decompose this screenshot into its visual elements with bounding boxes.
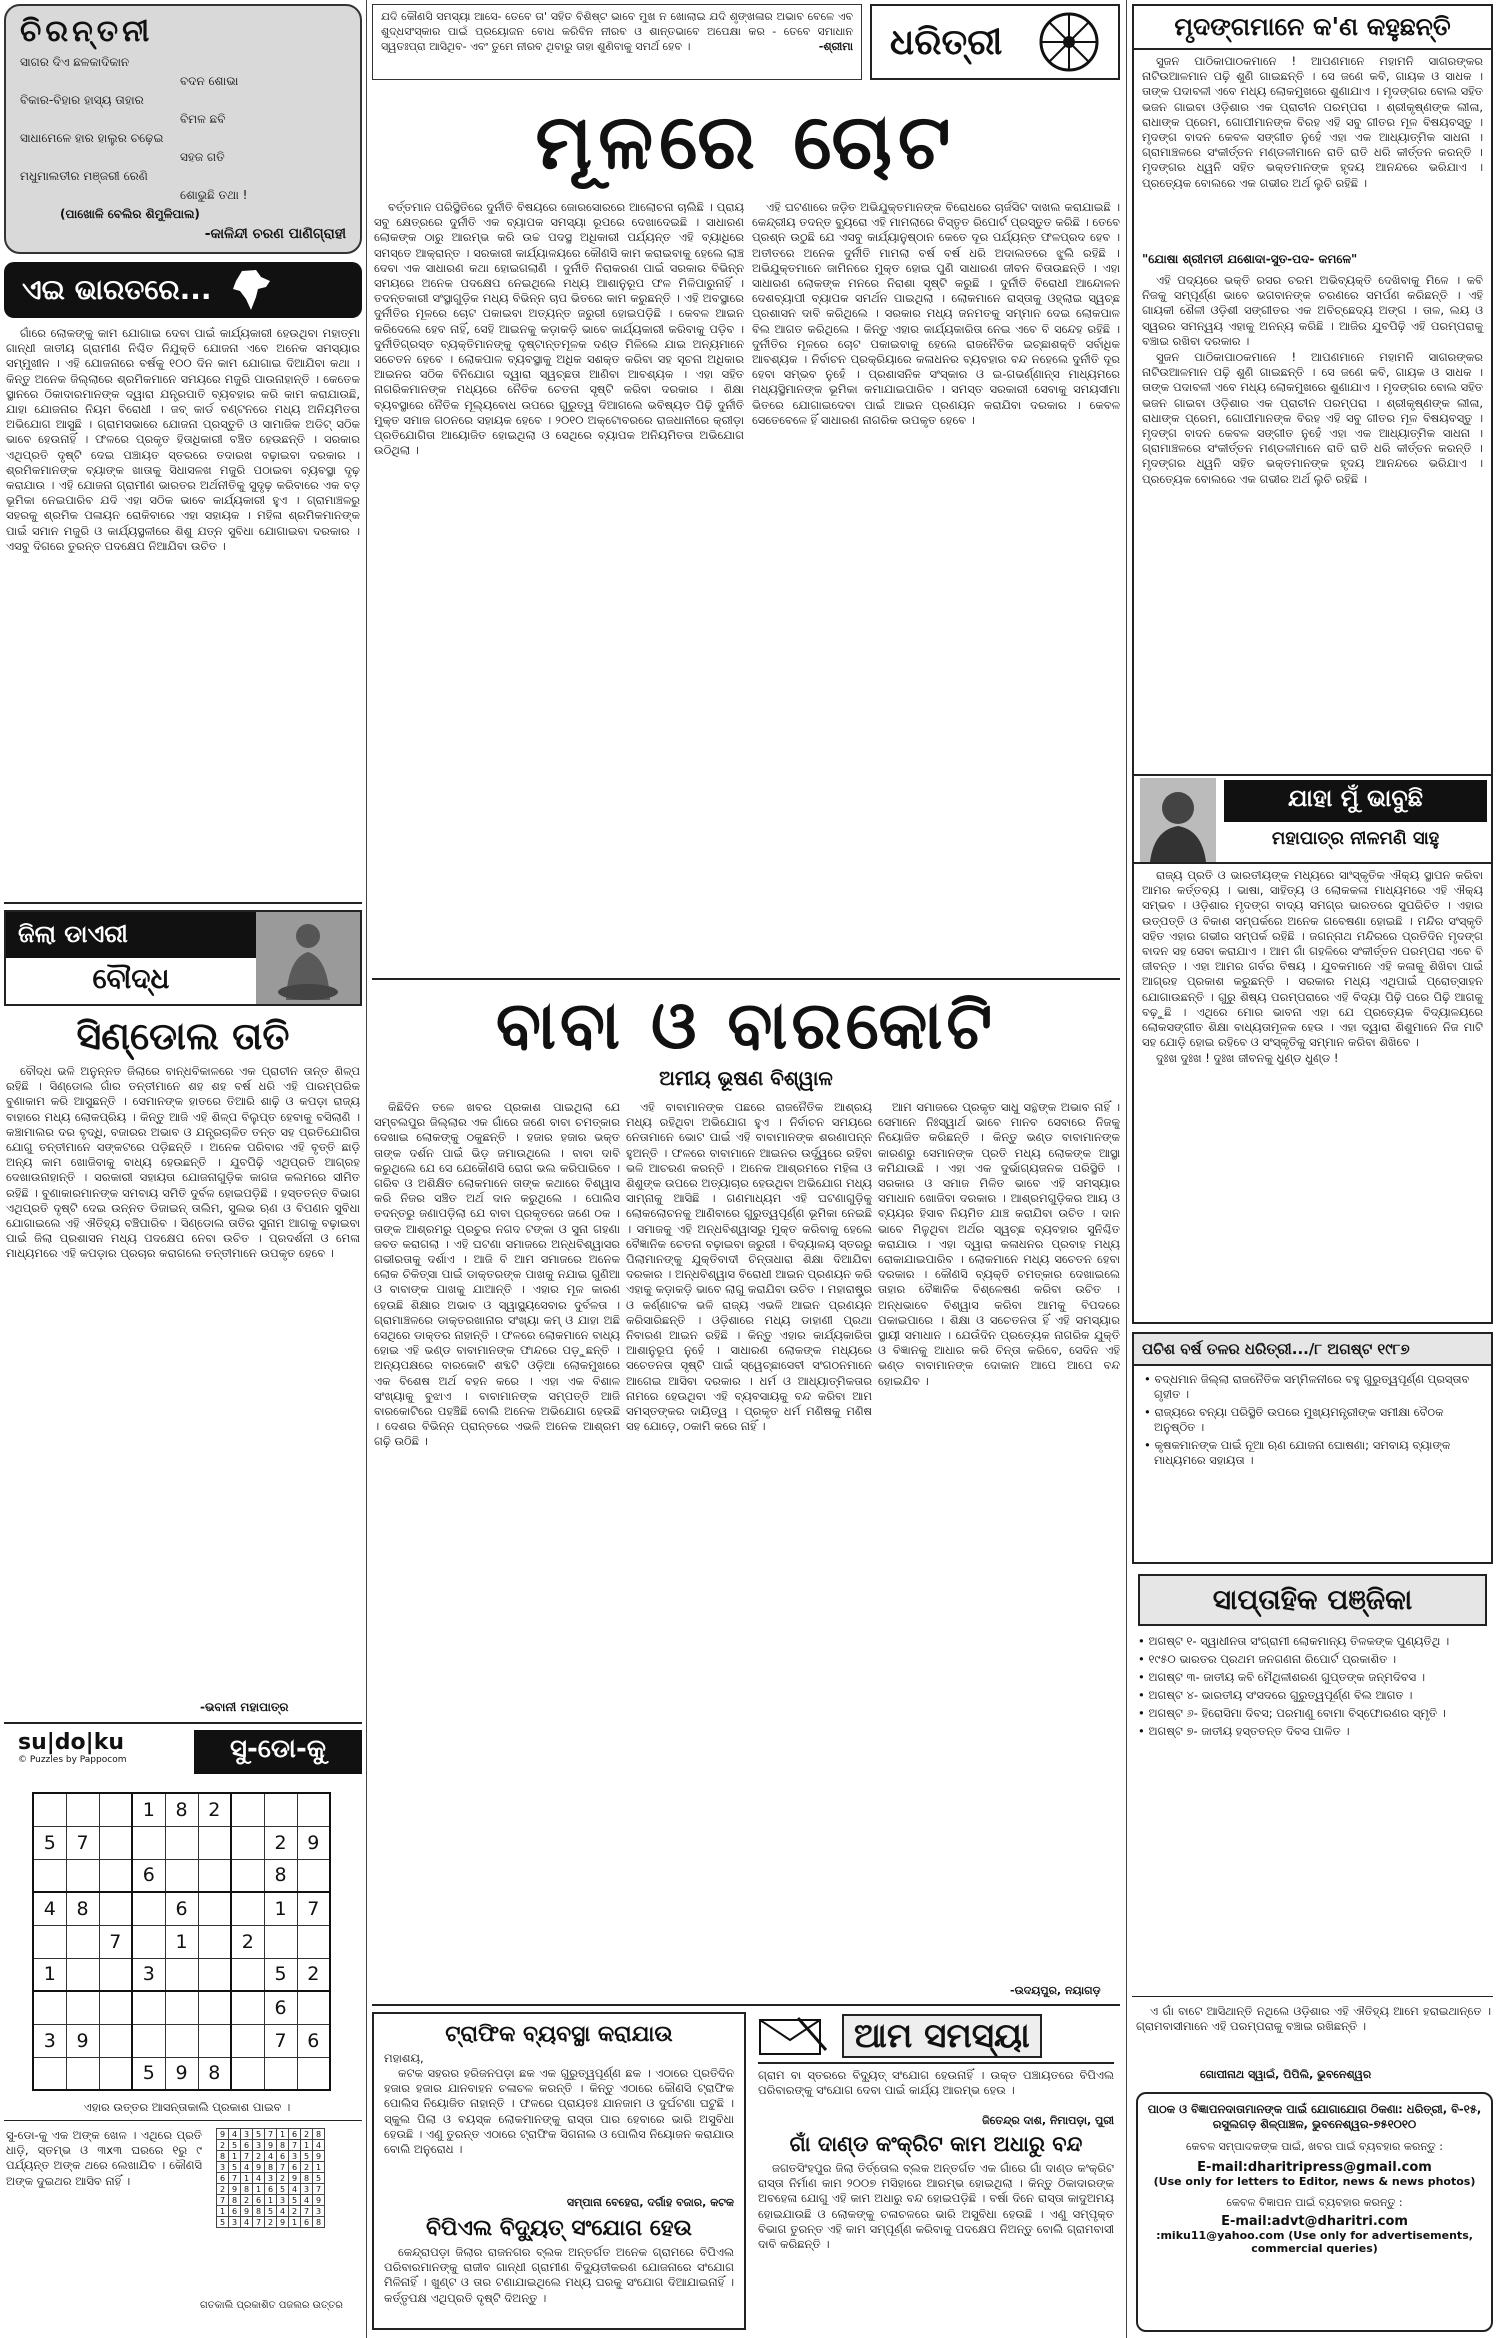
solution-cell: 8 <box>301 2173 313 2184</box>
list-item: • ଅଗଷ୍ଟ ୧- ସ୍ୱାଧୀନତା ସଂଗ୍ରାମୀ ଲୋକମାନ୍ୟ ତିଳକଙ୍କ ପୁଣ୍ୟତିଥି । <box>1138 1634 1450 1648</box>
traffic-letter-box: ଟ୍ରାଫିକ ବ୍ୟବସ୍ଥା କରାଯାଉ ମହାଶୟ, କଟକ ସହରର ହରିଜନପଡ଼ା ଛକ ଏକ ଗୁରୁତ୍ୱପୂର୍ଣ୍ଣ ଛକ । ଏଠାରେ ପ୍ରତିଦିନ ହଜାର ହଜାର ଯାନବାହନ ଚଳାଚଳ କରନ୍ତି । କିନ୍ତୁ ଏଠାରେ କୌଣସି ଟ୍ରାଫିକ ପୋଲିସ ନିୟୋଜିତ ନାହାନ୍ତି । ଫଳରେ ପ୍ରାୟତଃ ଯାନଜାମ ଓ ଦୁର୍ଘଟଣା ଘଟୁଛି । ସ୍କୁଲ ପିଲା ଓ ବୟସ୍କ ଲୋକମାନଙ୍କୁ ରାସ୍ତା ପାର ହେବାରେ ଭାରି ଅସୁବିଧା ହେଉଛି । ଏଣୁ ତୁରନ୍ତ ଏଠାରେ ଟ୍ରାଫିକ ସିଗନାଲ ଓ ପୋଲିସ ନିୟୋଜନ କରାଯାଉ ବୋଲି ଅନୁରୋଧ । ସମ୍ପାନା ବେହେରା, ଦର୍ଗାହ ବଜାର, କଟକ ବିପିଏଲ ବିଦ୍ୟୁତ୍ ସଂଯୋଗ ହେଉ କେନ୍ଦ୍ରାପଡ଼ା ଜିଲାର ରାଜନଗର ବ୍ଲକ ଅନ୍ତର୍ଗତ ଅନେକ ଗ୍ରାମରେ ବିପିଏଲ ପରିବାରମାନଙ୍କୁ ରାଜୀବ ଗାନ୍ଧୀ ଗ୍ରାମୀଣ ବିଦ୍ୟୁତୀକରଣ ଯୋଜନାରେ ସଂଯୋଗ ମିଳିନାହିଁ । ଖୁଣ୍ଟ ଓ ତାର ଟଣାଯାଇଥିଲେ ମଧ୍ୟ ଘରକୁ ସଂଯୋଗ ଦିଆଯାଇନାହିଁ । କର୍ତ୍ତୃପକ୍ଷ ଏଥିପ୍ରତି ଦୃଷ୍ଟି ଦିଅନ୍ତୁ । <box>372 2012 746 2330</box>
mridanga-title: ମୃଦଙ୍ଗମାନେ କ'ଣ କହୁଛନ୍ତି <box>1134 6 1491 50</box>
solution-cell: 9 <box>313 2195 325 2206</box>
sudoku-cell[interactable] <box>264 2057 297 2090</box>
saptahik-panjika-list <box>1136 1634 1491 1742</box>
ama-samasya-intro-sender: ଜିତେନ୍ଦ୍ର ଦାଶ, ନିମାପଡ଼ା, ପୁରୀ <box>982 2114 1114 2127</box>
sudoku-cell[interactable]: 5 <box>264 1958 297 1991</box>
sudoku-cell[interactable]: 7 <box>264 2024 297 2057</box>
sudoku-cell[interactable] <box>231 1793 264 1826</box>
traffic-title: ଟ୍ରାଫିକ ବ୍ୟବସ୍ଥା କରାଯାଉ <box>445 2022 673 2047</box>
sudoku-cell[interactable]: 7 <box>66 1826 99 1859</box>
solution-cell: 6 <box>265 2184 277 2195</box>
sudoku-cell[interactable]: 6 <box>297 2024 330 2057</box>
jaha-mu-bhabuchi-header <box>1134 774 1491 864</box>
sudoku-cell[interactable]: 5 <box>33 1826 66 1859</box>
sudoku-cell[interactable] <box>99 1859 132 1892</box>
chirantani-source: (ପାଖୋଳି ବେଲିର ଶିମୁଳିପାଲ) <box>60 207 200 221</box>
sudoku-cell[interactable] <box>66 1958 99 1991</box>
chirantani-author: -କାଳିନ୍ଦୀ ଚରଣ ପାଣିଗ୍ରାହୀ <box>204 226 346 242</box>
solution-cell: 5 <box>289 2195 301 2206</box>
sudoku-cell[interactable] <box>165 1859 198 1892</box>
solution-cell: 4 <box>229 2129 241 2140</box>
solution-cell: 8 <box>229 2195 241 2206</box>
sudoku-cell[interactable] <box>231 1826 264 1859</box>
jilla-diary-header <box>4 910 362 1006</box>
ama-samasya-body2: ଜଗତସିଂହପୁର ଜିଲା ତିର୍ତ୍ତୋଲ ବ୍ଲକ ଅନ୍ତର୍ଗତ ଏକ ଗାଁରେ ଗାଁ ଦାଣ୍ଡ କଂକ୍ରିଟ ରାସ୍ତା ନିର୍ମାଣ କାମ ୨୦୦୭ ମସିହାରେ ଆରମ୍ଭ ହୋଇଥିଲା । କିନ୍ତୁ ଠିକାଦାରଙ୍କ ଅବହେଳା ଯୋଗୁ ଏହି କାମ ଅଧାରୁ ବନ୍ଦ ହୋଇପଡ଼ିଛି । ବର୍ଷା ଦିନେ ରାସ୍ତା କାଦୁଅମୟ ହୋଇଯାଉଛି ଓ ଲୋକଙ୍କୁ ଚଳାଚଳରେ ଭାରି ଅସୁବିଧା ହେଉଛି । ଏଣୁ ସମ୍ପୃକ୍ତ ବିଭାଗ ତୁରନ୍ତ ଏହି କାମ ସମ୍ପୂର୍ଣ୍ଣ କରିବାକୁ ପଦକ୍ଷେପ ନିଅନ୍ତୁ ବୋଲି ଗ୍ରାମବାସୀ ଦାବି କରିଛନ୍ତି । <box>758 2161 1114 2252</box>
india-map-icon <box>228 267 274 313</box>
solution-cell: 3 <box>229 2217 241 2228</box>
pachis-barsha-box <box>1132 1332 1493 1564</box>
masthead-intro-box: ଯଦି କୌଣସି ସମସ୍ୟା ଆସେ- ତେବେ ତା' ସହିତ ବିଶିଷ୍ଟ ଭାବେ ମୁଖ ନ ଖୋଲାଇ ଯଦି ଶୃଙ୍ଖଳାର ଅଭାବ ବେଳେ ଏବ ଶୁଦ୍ଧସଂସ୍କାର ପାଇଁ ପ୍ରୟୋଜନ ବୋଧ କରିବିନ ନୀରବ ଓ ଶାନ୍ତଭାବେ ଅପେକ୍ଷା କର - ତେବେ ସମାଧାନ ସ୍ୱତଃପ୍ରା ଆସିଥିବ- ଏବଂ ତୁମେ ନୀରବ ଥିବାରୁ ତାହା ଶୁଣିବାକୁ ସମର୍ଥ ହେବ । -ଶ୍ରୀମା <box>372 4 862 80</box>
sudoku-cell[interactable]: 9 <box>66 2024 99 2057</box>
solution-cell: 8 <box>253 2206 265 2217</box>
solution-cell: 1 <box>229 2151 241 2162</box>
sudoku-cell[interactable] <box>99 2024 132 2057</box>
contact-email1-note: (Use only for letters to Editor, news & news photos) <box>1153 2175 1476 2188</box>
sudoku-brand: su|do|ku © Puzzles by Pappocom <box>18 1730 127 1765</box>
sudoku-cell[interactable] <box>198 1991 231 2024</box>
solution-cell: 4 <box>265 2151 277 2162</box>
bpl-body: କେନ୍ଦ୍ରାପଡ଼ା ଜିଲାର ରାଜନଗର ବ୍ଲକ ଅନ୍ତର୍ଗତ ଅନେକ ଗ୍ରାମରେ ବିପିଏଲ ପରିବାରମାନଙ୍କୁ ରାଜୀବ ଗାନ୍ଧୀ ଗ୍ରାମୀଣ ବିଦ୍ୟୁତୀକରଣ ଯୋଜନାରେ ସଂଯୋଗ ମିଳିନାହିଁ । ଖୁଣ୍ଟ ଓ ତାର ଟଣାଯାଇଥିଲେ ମଧ୍ୟ ଘରକୁ ସଂଯୋଗ ଦିଆଯାଇନାହିଁ । କର୍ତ୍ତୃପକ୍ଷ ଏଥିପ୍ରତି ଦୃଷ୍ଟି ଦିଅନ୍ତୁ । <box>384 2245 734 2305</box>
solution-cell: 2 <box>289 2206 301 2217</box>
chirantani-poem: ସାଗର ଦିଏ ଛଳକାଦିକାନ ବଦନ ଶୋଭା ବିକାର-ବିହାର ହାସ୍ୟ ତାହାର ବିମଳ ଛବି ସାଧାମେଳେ ହାର ହାଲୁର ଚଢ଼େଇ ସହଜ ଗତି ମଧୁମାଲତୀର ମଞ୍ଜରୀ ରେଣି ଶୋଭୁଛି ତଥା ! <box>20 55 248 202</box>
sudoku-grid[interactable] <box>32 1792 331 2091</box>
solution-cell: 3 <box>277 2195 289 2206</box>
sudoku-cell[interactable] <box>231 2024 264 2057</box>
solution-cell: 3 <box>265 2173 277 2184</box>
solution-cell: 9 <box>217 2129 229 2140</box>
sudoku-cell[interactable] <box>297 1991 330 2024</box>
sudoku-cell[interactable]: 2 <box>297 1958 330 1991</box>
sudoku-cell[interactable]: 2 <box>264 1826 297 1859</box>
sudoku-cell[interactable]: 3 <box>132 1958 165 1991</box>
solution-cell: 2 <box>301 2162 313 2173</box>
sudoku-cell[interactable]: 9 <box>165 2057 198 2090</box>
solution-cell: 7 <box>313 2184 325 2195</box>
sudoku-cell[interactable] <box>99 1892 132 1925</box>
sudoku-cell[interactable] <box>165 1826 198 1859</box>
sudoku-cell[interactable] <box>66 1859 99 1892</box>
solution-cell: 8 <box>241 2184 253 2195</box>
solution-cell: 7 <box>289 2140 301 2151</box>
solution-cell: 6 <box>241 2140 253 2151</box>
sudoku-cell[interactable] <box>66 1991 99 2024</box>
dharitri-logo: ଧରିତ୍ରୀ <box>870 4 1120 80</box>
mridanga-box <box>1132 4 1493 1324</box>
solution-cell: 9 <box>313 2151 325 2162</box>
sudoku-cell[interactable] <box>231 1859 264 1892</box>
ama-samasya-intro: ଗ୍ରାମ ବା ସ୍ତରରେ ବିଦ୍ୟୁତ୍ ସଂଯୋଗ ହେଉନାହିଁ । ଉକ୍ତ ପଞ୍ଚାୟତରେ ବିପିଏଲ ପରିବାରଙ୍କୁ ସଂଯୋଗ ଦେବା ପାଇଁ କାର୍ଯ୍ୟ ଆରମ୍ଭ ହେଉ । <box>758 2068 1114 2098</box>
solution-cell: 1 <box>313 2162 325 2173</box>
list-item: • ଅଗଷ୍ଟ ୩- ଜାତୀୟ କବି ମୈଥିଳୀଶରଣ ଗୁପ୍ତଙ୍କ ଜନ୍ମଦିବସ । <box>1138 1670 1425 1684</box>
solution-cell: 4 <box>313 2140 325 2151</box>
list-item: • କୃଷକମାନଙ୍କ ପାଇଁ ନୂଆ ଋଣ ଯୋଜନା ଘୋଷଣା; ସମବାୟ ବ୍ୟାଙ୍କ ମାଧ୍ୟମରେ ସହାୟତା । <box>1144 1438 1451 1467</box>
sudoku-cell[interactable] <box>198 1859 231 1892</box>
solution-cell: 4 <box>277 2206 289 2217</box>
bpl-title: ବିପିଏଲ ବିଦ୍ୟୁତ୍ ସଂଯୋଗ ହେଉ <box>426 2216 692 2241</box>
sudoku-cell[interactable]: 2 <box>198 1793 231 1826</box>
solution-cell: 5 <box>301 2151 313 2162</box>
chirantani-title: ଚିରନ୍ତନୀ <box>20 14 154 49</box>
contact-email2-label: କେବଳ ବିଜ୍ଞାପନ ପାଇଁ ବ୍ୟବହାର କରନ୍ତୁ : <box>1226 2196 1403 2209</box>
saptahik-panjika-banner: ସାପ୍ତାହିକ ପଞ୍ଜିକା <box>1138 1574 1487 1626</box>
sudoku-cell[interactable] <box>99 1826 132 1859</box>
solution-cell: 2 <box>277 2173 289 2184</box>
pachis-barsha-list <box>1134 1366 1491 1477</box>
solution-cell: 1 <box>217 2206 229 2217</box>
solution-cell: 6 <box>289 2162 301 2173</box>
baba-barakoti-byline: ଅମୀୟ ଭୂଷଣ ବିଶ୍ୱାଳ <box>659 1066 833 1090</box>
solution-cell: 3 <box>241 2129 253 2140</box>
contact-email1[interactable]: E-mail:dharitripress@gmail.com <box>1197 2160 1432 2175</box>
chakra-icon <box>1038 11 1100 73</box>
traffic-sender: ସମ୍ପାନା ବେହେରା, ଦର୍ଗାହ ବଜାର, କଟକ <box>566 2196 734 2209</box>
sudoku-cell[interactable] <box>264 1793 297 1826</box>
sindol-tati-author: -ଭବାନୀ ମହାପାତ୍ର <box>200 1700 289 1714</box>
sudoku-cell[interactable] <box>33 1991 66 2024</box>
solution-cell: 1 <box>289 2217 301 2228</box>
jilla-diary-title: ଜିଲା ଡାଏରୀ <box>6 912 256 958</box>
mridanga-quote: "ଯୋଷା ଶ୍ରୀମତୀ ଯଶୋଦା-ସୁତ-ପଦ- କମଳେ" <box>1142 252 1358 266</box>
solution-cell: 5 <box>313 2173 325 2184</box>
buddha-statue-photo <box>256 912 360 1004</box>
solution-cell: 2 <box>301 2129 313 2140</box>
sudoku-cell[interactable]: 1 <box>33 1958 66 1991</box>
author-portrait <box>1140 778 1216 862</box>
sudoku-cell[interactable]: 8 <box>264 1859 297 1892</box>
solution-cell: 8 <box>265 2162 277 2173</box>
sudoku-cell[interactable]: 1 <box>264 1892 297 1925</box>
ama-samasya-header: ଆମ ସମସ୍ୟା <box>758 2014 1114 2064</box>
contact-fax: କେବଳ ସମ୍ପାଦକଙ୍କ ପାଇଁ, ଖବର ପାଇଁ ବ୍ୟବହାର କରନ୍ତୁ : <box>1186 2140 1443 2153</box>
baba-barakoti-col1: କିଛିଦିନ ତଳେ ଖବର ପ୍ରକାଶ ପାଇଥିଲା ଯେ ସମ୍ବଲପୁର ଜିଲ୍ଲାର ଏକ ଗାଁରେ ଜଣେ ବାବା ଚମତ୍କାର ଦେଖାଇ ଲୋକଙ୍କୁ ଠକୁଛନ୍ତି । ହଜାର ହଜାର ଭକ୍ତ ତାଙ୍କ ଦର୍ଶନ ପାଇଁ ଭିଡ଼ ଜମାଉଥିଲେ । ବାବା ଦାବି କରୁଥିଲେ ଯେ ସେ ଯେକୌଣସି ରୋଗ ଭଲ କରିପାରିବେ । ଗରିବ ଓ ଅଶିକ୍ଷିତ ଲୋକମାନେ ତାଙ୍କ କଥାରେ ବିଶ୍ୱାସ କରି ନିଜର ସଞ୍ଚିତ ଅର୍ଥ ଦାନ କରୁଥିଲେ । ପୋଲିସ ତଦନ୍ତରୁ ଜଣାପଡ଼ିଲା ଯେ ବାବା ପ୍ରକୃତରେ ଜଣେ ଠକ । ତାଙ୍କ ଆଶ୍ରମରୁ ପ୍ରଚୁର ନଗଦ ଟଙ୍କା ଓ ସୁନା ଗହଣା ଜବତ କରାଗଲା । ଏହି ଘଟଣା ସମାଜରେ ଅନ୍ଧବିଶ୍ୱାସର ଗଭୀରତାକୁ ଦର୍ଶାଏ । ଆଜି ବି ଆମ ସମାଜରେ ଅନେକ ଲୋକ ଚିକିତ୍ସା ପାଇଁ ଡାକ୍ତରଙ୍କ ପାଖକୁ ନଯାଇ ଗୁଣିଆ ଓ ବାବାଙ୍କ ପାଖକୁ ଯାଆନ୍ତି । ଏହାର ମୂଳ କାରଣ ହେଉଛି ଶିକ୍ଷାର ଅଭାବ ଓ ସ୍ୱାସ୍ଥ୍ୟସେବାର ଦୁର୍ବଳତା । ଗ୍ରାମାଞ୍ଚଳରେ ଡାକ୍ତରଖାନାର ସଂଖ୍ୟା କମ୍ ଓ ଯାହା ଅଛି ସେଥିରେ ଡାକ୍ତର ନାହାନ୍ତି । ଫଳରେ ଲୋକମାନେ ବାଧ୍ୟ ହୋଇ ଏହି ଭଣ୍ଡ ବାବାମାନଙ୍କ ଫାନ୍ଦରେ ପଡ଼ୁଛନ୍ତି । ଅନ୍ୟପକ୍ଷରେ ବାରକୋଟି ଶବ୍ଦଟି ଓଡ଼ିଆ ଲୋକମୁଖରେ ଏକ ବିଶେଷ ଅର୍ଥ ବହନ କରେ । ଏହା ଏକ ବିଶାଳ ସଂଖ୍ୟାକୁ ବୁଝାଏ । ବାବାମାନଙ୍କ ସମ୍ପତ୍ତି ଆଜି ବାରକୋଟିରେ ପହଞ୍ଚିଛି ବୋଲି ଅନେକ ଅଭିଯୋଗ ହେଉଛି । ଦେଶର ବିଭିନ୍ନ ପ୍ରାନ୍ତରେ ଏଭଳି ଅନେକ ଆଶ୍ରମ ଗଢ଼ି ଉଠିଛି । <box>374 1100 620 1449</box>
sudoku-prev-label: ଗତକାଲି ପ୍ରକାଶିତ ପଜଲର ଉତ୍ତର <box>200 2300 343 2311</box>
solution-cell: 1 <box>301 2140 313 2151</box>
sudoku-cell[interactable] <box>99 1793 132 1826</box>
sudoku-cell[interactable] <box>198 1958 231 1991</box>
sudoku-cell[interactable] <box>99 2057 132 2090</box>
mulare-chot-col2: ଏହି ଘଟଣାରେ ଜଡ଼ିତ ଅଭିଯୁକ୍ତମାନଙ୍କ ବିରୋଧରେ ଚାର୍ଜସିଟ ଦାଖଲ କରାଯାଇଛି । କେନ୍ଦ୍ରୀୟ ତଦନ୍ତ ବ୍ୟୁରୋ ଏହି ମାମଲାରେ ବିସ୍ତୃତ ରିପୋର୍ଟ ପ୍ରସ୍ତୁତ କରିଛି । ତେବେ ପ୍ରଶ୍ନ ଉଠୁଛି ଯେ ଏସବୁ କାର୍ଯ୍ୟାନୁଷ୍ଠାନ କେତେ ଦୂର ପର୍ଯ୍ୟନ୍ତ ଫଳପ୍ରଦ ହେବ । ଅତୀତରେ ଅନେକ ଦୁର୍ନୀତି ମାମଲା ବର୍ଷ ବର୍ଷ ଧରି ଅଦାଲତରେ ଝୁଲି ରହିଛି । ଅଭିଯୁକ୍ତମାନେ ଜାମିନରେ ମୁକ୍ତ ହୋଇ ପୁଣି ସାଧାରଣ ଜୀବନ ବିତାଉଛନ୍ତି । ଏହା ସାଧାରଣ ଲୋକଙ୍କ ମନରେ ନିରାଶା ସୃଷ୍ଟି କରୁଛି । ଦୁର୍ନୀତି ବିରୋଧୀ ଆନ୍ଦୋଳନ ଦେଶବ୍ୟାପୀ ବ୍ୟାପକ ସମର୍ଥନ ପାଇଥିଲା । ଲୋକମାନେ ରାସ୍ତାକୁ ଓହ୍ଲାଇ ସ୍ୱଚ୍ଛ ପ୍ରଶାସନ ଦାବି କରିଥିଲେ । ସରକାର ମଧ୍ୟ ଜନମତକୁ ସମ୍ମାନ ଦେଇ ଲୋକପାଳ ବିଲ ଆଗତ କରିଥିଲେ । କିନ୍ତୁ ଏହାର କାର୍ଯ୍ୟକାରିତା ନେଇ ଏବେ ବି ସନ୍ଦେହ ରହିଛି । ଦୁର୍ନୀତିର ମୂଳରେ ଚୋଟ ପକାଇବାକୁ ହେଲେ ରାଜନୈତିକ ଇଚ୍ଛାଶକ୍ତି ସର୍ବାଧିକ ଆବଶ୍ୟକ । ନିର୍ବାଚନ ପ୍ରକ୍ରିୟାରେ କଳାଧନର ବ୍ୟବହାର ବନ୍ଦ ନହେଲେ ଦୁର୍ନୀତି ଦୂର ହେବା ସମ୍ଭବ ନୁହେଁ । ପ୍ରଶାସନିକ ସଂସ୍କାର ଓ ଇ-ଗଭର୍ଣ୍ଣାନ୍ସ ମାଧ୍ୟମରେ ମଧ୍ୟସ୍ଥିମାନଙ୍କ ଭୂମିକା କମାଯାଇପାରିବ । ସମସ୍ତ ସରକାରୀ ସେବାକୁ ସମୟସୀମା ଭିତରେ ଯୋଗାଇଦେବା ପାଇଁ ଆଇନ ପ୍ରଣୟନ କରାଯିବା ଦରକାର । କେବଳ ସେତେବେଳେ ହିଁ ସାଧାରଣ ନାଗରିକ ଉପକୃତ ହେବେ । <box>752 200 1120 427</box>
sudoku-cell[interactable] <box>132 1892 165 1925</box>
solution-cell: 5 <box>253 2129 265 2140</box>
baba-barakoti-col2: ଏହି ବାବାମାନଙ୍କ ପଛରେ ରାଜନୈତିକ ଆଶ୍ରୟ ମଧ୍ୟ ରହିଥିବା ଅଭିଯୋଗ ହୁଏ । ନିର୍ବାଚନ ସମୟରେ ନେତାମାନେ ଭୋଟ ପାଇଁ ଏହି ବାବାମାନଙ୍କ ଶରଣାପନ୍ନ ହୁଅନ୍ତି । ଫଳରେ ବାବାମାନେ ଆଇନର ଉର୍ଦ୍ଧ୍ୱରେ ରହିବା ଭଳି ଆଚରଣ କରନ୍ତି । ଅନେକ ଆଶ୍ରମରେ ମହିଳା ଓ ଶିଶୁଙ୍କ ଉପରେ ଅତ୍ୟାଚାର ହେଉଥିବା ଅଭିଯୋଗ ମଧ୍ୟ ସାମ୍ନାକୁ ଆସିଛି । ଗଣମାଧ୍ୟମ ଏହି ଘଟଣାଗୁଡ଼ିକୁ ଲୋକଲୋଚନକୁ ଆଣିବାରେ ଗୁରୁତ୍ୱପୂର୍ଣ୍ଣ ଭୂମିକା ନେଇଛି । ସମାଜକୁ ଏହି ଅନ୍ଧବିଶ୍ୱାସରୁ ମୁକ୍ତ କରିବାକୁ ହେଲେ ବୈଜ୍ଞାନିକ ଚେତନା ବଢ଼ାଇବା ଜରୁରୀ । ବିଦ୍ୟାଳୟ ସ୍ତରରୁ ପିଲାମାନଙ୍କୁ ଯୁକ୍ତିବାଦୀ ଚିନ୍ତାଧାରା ଶିକ୍ଷା ଦିଆଯିବା ଦରକାର । ଅନ୍ଧବିଶ୍ୱାସ ବିରୋଧୀ ଆଇନ ପ୍ରଣୟନ କରି ଏହାକୁ କଡ଼ାକଡ଼ି ଭାବେ ଲାଗୁ କରାଯିବା ଉଚିତ । ମହାରାଷ୍ଟ୍ର ଓ କର୍ଣ୍ଣାଟକ ଭଳି ରାଜ୍ୟ ଏଭଳି ଆଇନ ପ୍ରଣୟନ କରିସାରିଛନ୍ତି । ଓଡ଼ିଶାରେ ମଧ୍ୟ ଡାହାଣୀ ପ୍ରଥା ନିବାରଣ ଆଇନ ରହିଛି । କିନ୍ତୁ ଏହାର କାର୍ଯ୍ୟକାରିତା ଆଶାନୁରୂପ ନୁହେଁ । ସାଧାରଣ ଲୋକଙ୍କ ମଧ୍ୟରେ ସଚେତନତା ସୃଷ୍ଟି ପାଇଁ ସ୍ୱେଚ୍ଛାସେବୀ ସଂଗଠନମାନେ ଆଗେଇ ଆସିବା ଦରକାର । ଧର୍ମ ଓ ଆଧ୍ୟାତ୍ମିକତାର ନାମରେ ହେଉଥିବା ଏହି ବ୍ୟବସାୟକୁ ବନ୍ଦ କରିବା ଆମ ସମସ୍ତଙ୍କର ଦାୟିତ୍ୱ । ପ୍ରକୃତ ଧର୍ମ ମଣିଷକୁ ମଣିଷ ସହ ଯୋଡ଼େ, ଠକାମି କରେ ନାହିଁ । <box>626 1100 872 1434</box>
sudoku-cell[interactable]: 3 <box>33 2024 66 2057</box>
sudoku-cell[interactable] <box>231 2057 264 2090</box>
sudoku-cell[interactable]: 4 <box>33 1892 66 1925</box>
sudoku-answer-note: ଏହାର ଉତ୍ତର ଆସନ୍ତାକାଲି ପ୍ରକାଶ ପାଇବ । <box>83 2100 291 2114</box>
solution-cell: 2 <box>217 2140 229 2151</box>
jaha-mu-bhabuchi-body: ରାଜ୍ୟ ପ୍ରତି ଓ ଭାରତୀୟଙ୍କ ମଧ୍ୟରେ ସାଂସ୍କୃତିକ ଐକ୍ୟ ସ୍ଥାପନ କରିବା ଆମର କର୍ତ୍ତବ୍ୟ । ଭାଷା, ସାହିତ୍ୟ ଓ ଲୋକକଳା ମାଧ୍ୟମରେ ଏହି ଐକ୍ୟ ସମ୍ଭବ । ଓଡ଼ିଶାର ମୃଦଙ୍ଗ ବାଦ୍ୟ ସମଗ୍ର ଭାରତରେ ସୁପରିଚିତ । ଏହାର ଉତ୍ପତ୍ତି ଓ ବିକାଶ ସମ୍ପର୍କରେ ଅନେକ ଗବେଷଣା ହୋଇଛି । ମନ୍ଦିର ସଂସ୍କୃତି ସହିତ ଏହାର ଗଭୀର ସମ୍ପର୍କ ରହିଛି । ଜଗନ୍ନାଥ ମନ୍ଦିରରେ ପ୍ରତିଦିନ ମୃଦଙ୍ଗ ବାଦନ ସହ ସେବା କରାଯାଏ । ଆମ ଗାଁ ଗହଳିରେ ସଂକୀର୍ତ୍ତନ ପରମ୍ପରା ଏବେ ବି ଜୀବନ୍ତ । ଏହା ଆମର ଗର୍ବର ବିଷୟ । ଯୁବକମାନେ ଏହି କଳାକୁ ଶିଖିବା ପାଇଁ ଆଗ୍ରହ ପ୍ରକାଶ କରୁଛନ୍ତି । ସରକାର ମଧ୍ୟ ଏଥିପାଇଁ ପ୍ରୋତ୍ସାହନ ଯୋଗାଉଛନ୍ତି । ଗୁରୁ ଶିଷ୍ୟ ପରମ୍ପରାରେ ଏହି ବିଦ୍ୟା ପିଢ଼ି ପରେ ପିଢ଼ି ଆଗକୁ ବଢ଼ୁଛି । ଏଥିରେ ମୋର ଭାବନା ଏହା ଯେ ପ୍ରତ୍ୟେକ ବିଦ୍ୟାଳୟରେ ଲୋକସଙ୍ଗୀତ ଶିକ୍ଷା ବାଧ୍ୟତାମୂଳକ ହେଉ । ଏହା ଦ୍ୱାରା ଶିଶୁମାନେ ନିଜ ମାଟି ସହ ଯୋଡ଼ି ହୋଇ ରହିବେ ଓ ସଂସ୍କୃତିକୁ ସମ୍ମାନ କରିବା ଶିଖିବେ । ଦୁଃଖ ଦୁଃଖ ! ଦୁଃଖ ଜୀବନକୁ ଧୁଣ୍ଡ ଧୁଣ୍ଡ ! <box>1142 868 1483 1066</box>
pachis-barsha-title: ପଚିଶ ବର୍ଷ ତଳର ଧରିତ୍ରୀ.../୮ ଅଗଷ୍ଟ ୧୯୮୭ <box>1134 1334 1491 1366</box>
sudoku-cell[interactable] <box>66 1925 99 1958</box>
solution-cell: 4 <box>241 2217 253 2228</box>
ama-samasya-box <box>752 2012 1120 2330</box>
sudoku-cell[interactable] <box>165 2024 198 2057</box>
sudoku-cell[interactable] <box>198 1826 231 1859</box>
sudoku-cell[interactable] <box>165 1991 198 2024</box>
solution-cell: 9 <box>265 2140 277 2151</box>
list-item: • ଅଗଷ୍ଟ ୭- ଜାତୀୟ ହସ୍ତତନ୍ତ ଦିବସ ପାଳିତ । <box>1138 1724 1350 1738</box>
jilla-diary-district: ବୌଦ୍ଧ <box>92 962 170 995</box>
solution-cell: 1 <box>277 2129 289 2140</box>
sudoku-cell[interactable] <box>99 1958 132 1991</box>
solution-cell: 1 <box>241 2173 253 2184</box>
sudoku-cell[interactable] <box>297 2057 330 2090</box>
list-item: • ରାଜ୍ୟରେ ବନ୍ୟା ପରିସ୍ଥିତି ଉପରେ ମୁଖ୍ୟମନ୍ତ୍ରୀଙ୍କ ସମୀକ୍ଷା ବୈଠକ ଅନୁଷ୍ଠିତ । <box>1144 1405 1444 1434</box>
solution-cell: 1 <box>265 2195 277 2206</box>
baba-barakoti-author: -ଉଦୟପୁର, ନୟାଗଡ଼ <box>1010 1984 1101 1997</box>
solution-cell: 7 <box>277 2162 289 2173</box>
contact-address: ପାଠକ ଓ ବିଜ୍ଞାପନଦାତାମାନଙ୍କ ପାଇଁ ଯୋଗାଯୋଗ ଠିକଣା: ଧରିତ୍ରୀ, ବି-୧୫, ରସୁଲଗଡ଼ ଶିଳ୍ପାଞ୍ଚଳ, ଭୁବନେଶ୍ୱର-୭୫୧୦୧୦ <box>1147 2102 1482 2131</box>
solution-cell: 8 <box>313 2217 325 2228</box>
baba-barakoti-headline: ବାବା ଓ ବାରକୋଟି <box>495 987 997 1064</box>
solution-cell: 8 <box>313 2129 325 2140</box>
solution-cell: 6 <box>277 2151 289 2162</box>
sudoku-cell[interactable]: 7 <box>297 1892 330 1925</box>
solution-cell: 8 <box>277 2140 289 2151</box>
saptahik-tail-author: ଗୋପୀନାଥ ସ୍ୱାଇଁ, ପିପିଲି, ଭୁବନେଶ୍ୱର <box>1200 2068 1372 2081</box>
ei-bharatare-banner <box>4 262 362 318</box>
solution-cell: 9 <box>277 2217 289 2228</box>
solution-cell: 2 <box>217 2184 229 2195</box>
sindol-tati-body: ବୌଦ୍ଧ ଭଳି ଅନୁନ୍ନତ ଜିଲାରେ ବାନ୍ଧବିକାଳରେ ଏକ ପ୍ରାଚୀନ ତାନ୍ତ ଶିଳ୍ପ ରହିଛି । ସିଣ୍ଡୋଲ ଗାଁର ତନ୍ତୀମାନେ ଶହ ଶହ ବର୍ଷ ଧରି ଏହି ପାରମ୍ପରିକ ବୁଣାକାମ କରି ଆସୁଛନ୍ତି । ସେମାନଙ୍କ ହାତରେ ତିଆରି ଶାଢ଼ି ଓ କପଡ଼ା ରାଜ୍ୟ ବାହାରେ ମଧ୍ୟ ଲୋକପ୍ରିୟ । କିନ୍ତୁ ଆଜି ଏହି ଶିଳ୍ପ ବିଲୁପ୍ତ ହେବାକୁ ବସିଲାଣି । କଞ୍ଚାମାଲର ଦର ବୃଦ୍ଧି, ବଜାରର ଅଭାବ ଓ ଯନ୍ତ୍ରଚାଳିତ ତନ୍ତ ସହ ପ୍ରତିଯୋଗିତା ଯୋଗୁ ତନ୍ତୀମାନେ ସଙ୍କଟରେ ପଡ଼ିଛନ୍ତି । ଅନେକ ପରିବାର ଏହି ବୃତ୍ତି ଛାଡ଼ି ଅନ୍ୟ କାମ ଖୋଜିବାକୁ ବାଧ୍ୟ ହେଉଛନ୍ତି । ଯୁବପିଢ଼ି ଏଥିପ୍ରତି ଆଗ୍ରହ ଦେଖାଉନାହାନ୍ତି । ସରକାରୀ ସହାୟତା ଯୋଜନାଗୁଡ଼ିକ କାଗଜ କଲମରେ ସୀମିତ ରହିଛି । ବୁଣାକାରମାନଙ୍କ ସମବାୟ ସମିତି ଦୁର୍ବଳ ହୋଇପଡ଼ିଛି । ହସ୍ତତନ୍ତ ବିଭାଗ ଏଥିପ୍ରତି ଦୃଷ୍ଟି ଦେଇ ଉନ୍ନତ ଡିଜାଇନ୍ ତାଲିମ, ସୁଲଭ ଋଣ ଓ ବିପଣନ ସୁବିଧା ଯୋଗାଇଲେ ଏହି ଐତିହ୍ୟ ବଞ୍ଚିପାରିବ । ସିଣ୍ଡୋଲ ତାତିର ସୁନାମ ଆଗକୁ ବଢ଼ାଇବା ପାଇଁ ଜିଲା ପ୍ରଶାସନ ମଧ୍ୟ ପଦକ୍ଷେପ ନେବା ଉଚିତ । ପ୍ରଦର୍ଶନୀ ଓ ମେଳା ମାଧ୍ୟମରେ ଏହି କପଡ଼ାର ପ୍ରଚାର କରାଗଲେ ତନ୍ତୀମାନେ ଉପକୃତ ହେବେ । <box>6 1064 360 1261</box>
solution-cell: 7 <box>253 2217 265 2228</box>
sudoku-cell[interactable] <box>297 1925 330 1958</box>
mridanga-body: ସୁଜନ ପାଠିକାପାଠକମାନେ ! ଆପଣମାନେ ମହାମନି ସାଗରଙ୍କର ନାଟିଉଆଳମାନ ପଢ଼ି ଶୁଣି ଗାଇଛନ୍ତି । ସେ ଜଣେ କବି, ଗାୟକ ଓ ସାଧକ । ତାଙ୍କ ପଦାବଳୀ ଏବେ ମଧ୍ୟ ଲୋକମୁଖରେ ଶୁଣାଯାଏ । ମୃଦଙ୍ଗର ବୋଲ ସହିତ ଭଜନ ଗାଇବା ଓଡ଼ିଶାର ଏକ ପ୍ରାଚୀନ ପରମ୍ପରା । ଶ୍ରୀକୃଷ୍ଣଙ୍କ ଲୀଳା, ରାଧାଙ୍କ ପ୍ରେମ, ଗୋପୀମାନଙ୍କ ବିରହ ଏହି ସବୁ ଗୀତର ମୂଳ ବିଷୟବସ୍ତୁ । ମୃଦଙ୍ଗ ବାଦନ କେବଳ ସଙ୍ଗୀତ ନୁହେଁ ଏହା ଏକ ଆଧ୍ୟାତ୍ମିକ ସାଧନା । ଗ୍ରାମାଞ୍ଚଳରେ ସଂକୀର୍ତ୍ତନ ମଣ୍ଡଳୀମାନେ ରାତି ରାତି ଧରି କୀର୍ତ୍ତନ କରନ୍ତି । ମୃଦଙ୍ଗର ଧ୍ୱନି ସହିତ ଭକ୍ତମାନଙ୍କ ହୃଦୟ ଆନନ୍ଦରେ ଭରିଯାଏ । ପ୍ରତ୍ୟେକ ବୋଲରେ ଏକ ଗଭୀର ଅର୍ଥ ଲୁଚି ରହିଛି । <box>1142 54 1483 190</box>
sudoku-cell[interactable]: 7 <box>99 1925 132 1958</box>
sudoku-cell[interactable]: 8 <box>66 1892 99 1925</box>
sudoku-cell[interactable]: 5 <box>132 2057 165 2090</box>
sudoku-cell[interactable] <box>33 2057 66 2090</box>
sudoku-cell[interactable] <box>297 1793 330 1826</box>
solution-cell: 3 <box>301 2184 313 2195</box>
sudoku-cell[interactable]: 6 <box>132 1859 165 1892</box>
solution-cell: 7 <box>217 2195 229 2206</box>
jaha-mu-bhabuchi-title: ଯାହା ମୁଁ ଭାବୁଛି <box>1224 780 1487 822</box>
sudoku-prev-solution <box>216 2128 325 2228</box>
solution-cell: 5 <box>265 2206 277 2217</box>
solution-cell: 9 <box>241 2206 253 2217</box>
list-item: • ଅଗଷ୍ଟ ୪- ଭାରତୀୟ ସଂସଦରେ ଗୁରୁତ୍ୱପୂର୍ଣ୍ଣ ବିଲ ଆଗତ । <box>1138 1688 1413 1702</box>
ei-bharatare-body: ଗାଁରେ ଲୋକଙ୍କୁ କାମ ଯୋଗାଇ ଦେବା ପାଇଁ କାର୍ଯ୍ୟକାରୀ ହେଉଥିବା ମହାତ୍ମା ଗାନ୍ଧୀ ଜାତୀୟ ଗ୍ରାମୀଣ ନିଶ୍ଚିତ ନିଯୁକ୍ତି ଯୋଜନା ଏବେ ଅନେକ ସମସ୍ୟାର ସମ୍ମୁଖୀନ । ଏହି ଯୋଜନାରେ ବର୍ଷକୁ ୧୦୦ ଦିନ କାମ ଯୋଗାଇ ଦିଆଯିବା କଥା । କିନ୍ତୁ ଅନେକ ଜିଲ୍ଲାରେ ଶ୍ରମିକମାନେ ସମୟରେ ମଜୁରି ପାଉନାହାନ୍ତି । କେତେକ ସ୍ଥାନରେ ଠିକାଦାରମାନଙ୍କ ଦ୍ୱାରା ଯନ୍ତ୍ରପାତି ବ୍ୟବହାର କରି କାମ କରାଯାଉଛି, ଯାହା ଯୋଜନାର ନିୟମ ବିରୋଧୀ । ଜବ୍ କାର୍ଡ ବଣ୍ଟନରେ ମଧ୍ୟ ଅନିୟମିତତା ଅଭିଯୋଗ ଆସୁଛି । ଗ୍ରାମସଭାରେ ଯୋଜନା ପ୍ରସ୍ତୁତି ଓ ସାମାଜିକ ଅଡିଟ୍ ସଠିକ ଭାବେ ହେଉନାହିଁ । ଫଳରେ ପ୍ରକୃତ ହିତାଧିକାରୀ ବଞ୍ଚିତ ହେଉଛନ୍ତି । ସରକାର ଏଥିପ୍ରତି ଦୃଷ୍ଟି ଦେଇ ପଞ୍ଚାୟତ ସ୍ତରରେ ତଦାରଖ ବଢ଼ାଇବା ଦରକାର । ଶ୍ରମିକମାନଙ୍କ ବ୍ୟାଙ୍କ ଖାତାକୁ ସିଧାସଳଖ ମଜୁରି ପଠାଇବା ବ୍ୟବସ୍ଥା ଦୃଢ଼ କରାଯାଉ । ଏହି ଯୋଜନା ଗ୍ରାମୀଣ ଭାରତର ଅର୍ଥନୀତିକୁ ସୁଦୃଢ଼ କରିବାରେ ଏକ ବଡ଼ ଭୂମିକା ନେଇପାରିବ ଯଦି ଏହା ସଠିକ ଭାବେ କାର୍ଯ୍ୟକାରୀ ହୁଏ । ଗ୍ରାମାଞ୍ଚଳରୁ ସହରକୁ ଶ୍ରମିକ ପଳାୟନ ରୋକିବାରେ ଏହା ସହାୟକ । ମହିଳା ଶ୍ରମିକମାନଙ୍କ ପାଇଁ ସମାନ ମଜୁରି ଓ କାର୍ଯ୍ୟସ୍ଥଳୀରେ ଶିଶୁ ଯତ୍ନ ସୁବିଧା ଯୋଗାଇବା ଦରକାର । ଏସବୁ ଦିଗରେ ତୁରନ୍ତ ପଦକ୍ଷେପ ନିଆଯିବା ଉଚିତ । <box>6 326 360 553</box>
solution-cell: 3 <box>217 2162 229 2173</box>
sudoku-cell[interactable] <box>66 1793 99 1826</box>
solution-cell: 2 <box>265 2217 277 2228</box>
ei-bharatare-title: ଏଇ ଭାରତରେ... <box>22 273 212 306</box>
sudoku-cell[interactable]: 8 <box>198 2057 231 2090</box>
solution-cell: 3 <box>253 2140 265 2151</box>
solution-cell: 5 <box>277 2184 289 2195</box>
sudoku-cell[interactable] <box>198 1892 231 1925</box>
sudoku-cell[interactable] <box>33 1859 66 1892</box>
mridanga-body2: ଏହି ପଦ୍ୟରେ ଭକ୍ତି ରସର ଚରମ ଅଭିବ୍ୟକ୍ତି ଦେଖିବାକୁ ମିଳେ । କବି ନିଜକୁ ସମ୍ପୂର୍ଣ୍ଣ ଭାବେ ଭଗବାନଙ୍କ ଚରଣରେ ସମର୍ପଣ କରିଛନ୍ତି । ଏହି ଗାୟକୀ ଶୈଳୀ ଓଡ଼ିଶୀ ସଙ୍ଗୀତର ଏକ ଅବିଚ୍ଛେଦ୍ୟ ଅଙ୍ଗ । ତାଳ, ଲୟ ଓ ସ୍ୱରର ସମନ୍ୱୟ ଏହାକୁ ଅନନ୍ୟ କରିଛି । ଆଜିର ଯୁବପିଢ଼ି ଏହି ପରମ୍ପରାକୁ ବଞ୍ଚାଇ ରଖିବା ଦରକାର । ସୁଜନ ପାଠିକାପାଠକମାନେ ! ଆପଣମାନେ ମହାମନି ସାଗରଙ୍କର ନାଟିଉଆଳମାନ ପଢ଼ି ଶୁଣି ଗାଇଛନ୍ତି । ସେ ଜଣେ କବି, ଗାୟକ ଓ ସାଧକ । ତାଙ୍କ ପଦାବଳୀ ଏବେ ମଧ୍ୟ ଲୋକମୁଖରେ ଶୁଣାଯାଏ । ମୃଦଙ୍ଗର ବୋଲ ସହିତ ଭଜନ ଗାଇବା ଓଡ଼ିଶାର ଏକ ପ୍ରାଚୀନ ପରମ୍ପରା । ଶ୍ରୀକୃଷ୍ଣଙ୍କ ଲୀଳା, ରାଧାଙ୍କ ପ୍ରେମ, ଗୋପୀମାନଙ୍କ ବିରହ ଏହି ସବୁ ଗୀତର ମୂଳ ବିଷୟବସ୍ତୁ । ମୃଦଙ୍ଗ ବାଦନ କେବଳ ସଙ୍ଗୀତ ନୁହେଁ ଏହା ଏକ ଆଧ୍ୟାତ୍ମିକ ସାଧନା । ଗ୍ରାମାଞ୍ଚଳରେ ସଂକୀର୍ତ୍ତନ ମଣ୍ଡଳୀମାନେ ରାତି ରାତି ଧରି କୀର୍ତ୍ତନ କରନ୍ତି । ମୃଦଙ୍ଗର ଧ୍ୱନି ସହିତ ଭକ୍ତମାନଙ୍କ ହୃଦୟ ଆନନ୍ଦରେ ଭରିଯାଏ । ପ୍ରତ୍ୟେକ ବୋଲରେ ଏକ ଗଭୀର ଅର୍ଥ ଲୁଚି ରହିଛି । <box>1142 273 1483 486</box>
sudoku-cell[interactable]: 1 <box>132 1793 165 1826</box>
solution-cell: 2 <box>253 2151 265 2162</box>
solution-cell: 2 <box>241 2195 253 2206</box>
list-item: • ଅଗଷ୍ଟ ୬- ହିରୋସିମା ଦିବସ; ପରମାଣୁ ବୋମା ବିସ୍ଫୋରଣର ସ୍ମୃତି । <box>1138 1706 1446 1720</box>
solution-cell: 7 <box>229 2173 241 2184</box>
contact-email2[interactable]: E-mail:advt@dharitri.com <box>1221 2214 1408 2229</box>
solution-cell: 9 <box>229 2184 241 2195</box>
sudoku-cell[interactable]: 9 <box>297 1826 330 1859</box>
sudoku-cell[interactable] <box>198 1925 231 1958</box>
solution-cell: 6 <box>229 2206 241 2217</box>
sindol-tati-headline: ସିଣ୍ଡୋଲ ତାତି <box>76 1014 290 1058</box>
sudoku-cell[interactable] <box>264 1925 297 1958</box>
list-item: • ୧୯୫୦ ଭାରତର ପ୍ରଥମ ଜନଗଣନା ରିପୋର୍ଟ ପ୍ରକାଶିତ । <box>1138 1652 1397 1666</box>
solution-cell: 5 <box>229 2140 241 2151</box>
solution-cell: 1 <box>253 2184 265 2195</box>
envelope-icon <box>758 2016 828 2056</box>
solution-cell: 6 <box>217 2173 229 2184</box>
mulare-chot-col1: ବର୍ତ୍ତମାନ ପରିସ୍ଥିତିରେ ଦୁର୍ନୀତି ବିଷୟରେ ଜୋରସୋରରେ ଆଲୋଚନା ଚାଲିଛି । ପ୍ରାୟ ସବୁ କ୍ଷେତ୍ରରେ ଦୁର୍ନୀତି ଏକ ବ୍ୟାପକ ସମସ୍ୟା ରୂପରେ ଦେଖାଦେଇଛି । ସାଧାରଣ ଲୋକଙ୍କ ଠାରୁ ଆରମ୍ଭ କରି ଉଚ୍ଚ ପଦସ୍ଥ ଅଧିକାରୀ ପର୍ଯ୍ୟନ୍ତ ଏହି ବ୍ୟାଧିରେ ସମସ୍ତେ ଆକ୍ରାନ୍ତ । ସରକାରୀ କାର୍ଯ୍ୟାଳୟରେ କୌଣସି କାମ କରାଇବାକୁ ହେଲେ ଲାଞ୍ଚ ଦେବା ଏକ ସାଧାରଣ କଥା ହୋଇଗଲାଣି । ଦୁର୍ନୀତି ନିରାକରଣ ପାଇଁ ସରକାର ବିଭିନ୍ନ ସମୟରେ ଅନେକ ପଦକ୍ଷେପ ନେଇଥିଲେ ମଧ୍ୟ ଆଶାନୁରୂପ ଫଳ ମିଳିପାରୁନାହିଁ । ତଦନ୍ତକାରୀ ସଂସ୍ଥାଗୁଡ଼ିକ ମଧ୍ୟ ବିଭିନ୍ନ ଚାପ ଭିତରେ କାମ କରୁଛନ୍ତି । ଏହି ଅବସ୍ଥାରେ ଦୁର୍ନୀତିର ମୂଳରେ ଚୋଟ ପକାଇବା ଅତ୍ୟନ୍ତ ଜରୁରୀ ହୋଇପଡ଼ିଛି । କେବଳ ଆଇନ କରିଦେଲେ ହେବ ନାହିଁ, ସେହି ଆଇନକୁ କଡ଼ାକଡ଼ି ଭାବେ କାର୍ଯ୍ୟକାରୀ କରିବାକୁ ପଡ଼ିବ । ଦୁର୍ନୀତିଗ୍ରସ୍ତ ବ୍ୟକ୍ତିମାନଙ୍କୁ ଦୃଷ୍ଟାନ୍ତମୂଳକ ଦଣ୍ଡ ମିଳିଲେ ଯାଇ ଅନ୍ୟମାନେ ସଚେତନ ହେବେ । ଲୋକପାଳ ବ୍ୟବସ୍ଥାକୁ ଅଧିକ ସଶକ୍ତ କରିବା ସହ ସୂଚନା ଅଧିକାର ଆଇନର ସଠିକ ବିନିଯୋଗ ଦ୍ୱାରା ସ୍ୱଚ୍ଛତା ଆଣିବା ଆବଶ୍ୟକ । ଏହା ସହିତ ନାଗରିକମାନଙ୍କ ମଧ୍ୟରେ ନୈତିକ ଚେତନା ସୃଷ୍ଟି କରିବା ଦରକାର । ଶିକ୍ଷା ବ୍ୟବସ୍ଥାରେ ନୈତିକ ମୂଲ୍ୟବୋଧ ଉପରେ ଗୁରୁତ୍ୱ ଦିଆଗଲେ ଭବିଷ୍ୟତ ପିଢ଼ି ଦୁର୍ନୀତି ମୁକ୍ତ ସମାଜ ଗଠନରେ ସହାୟକ ହେବେ । ୨୦୧୦ ଅକ୍ଟୋବରରେ ରାଜଧାନୀରେ କ୍ରୀଡ଼ା ପ୍ରତିଯୋଗିତା ଆୟୋଜିତ ହୋଇଥିଲା ଓ ସେଥିରେ ବ୍ୟାପକ ଅନିୟମିତତା ଅଭିଯୋଗ ଉଠିଥିଲା । <box>374 200 744 458</box>
solution-cell: 5 <box>217 2217 229 2228</box>
sudoku-cell[interactable] <box>297 1859 330 1892</box>
sudoku-cell[interactable] <box>99 1991 132 2024</box>
solution-cell: 4 <box>253 2173 265 2184</box>
sudoku-cell[interactable] <box>231 1958 264 1991</box>
jaha-mu-bhabuchi-author: ମହାପାତ୍ର ନୀଳମଣି ସାହୁ <box>1271 828 1440 849</box>
mulare-chot-headline: ମୂଳରେ ଚୋଟ <box>535 97 957 186</box>
sudoku-cell[interactable]: 2 <box>231 1925 264 1958</box>
sudoku-title: ସୁ-ଡୋ-କୁ <box>194 1730 362 1774</box>
chirantani-box <box>4 4 362 254</box>
sudoku-cell[interactable] <box>132 1991 165 2024</box>
contact-email3[interactable]: :miku11@yahoo.com (Use only for advertisements, commercial queries) <box>1156 2229 1473 2255</box>
sudoku-cell[interactable] <box>231 1892 264 1925</box>
solution-cell: 3 <box>289 2151 301 2162</box>
sudoku-cell[interactable]: 6 <box>264 1991 297 2024</box>
solution-cell: 7 <box>265 2129 277 2140</box>
solution-cell: 4 <box>301 2195 313 2206</box>
sudoku-cell[interactable]: 1 <box>165 1925 198 1958</box>
sudoku-section <box>4 1730 362 2330</box>
solution-cell: 8 <box>217 2151 229 2162</box>
sudoku-cell[interactable] <box>66 2057 99 2090</box>
solution-cell: 7 <box>301 2206 313 2217</box>
solution-cell: 4 <box>289 2184 301 2195</box>
sudoku-cell[interactable]: 6 <box>165 1892 198 1925</box>
sudoku-cell[interactable] <box>132 1925 165 1958</box>
solution-cell: 4 <box>241 2162 253 2173</box>
sudoku-cell[interactable] <box>33 1793 66 1826</box>
solution-cell: 5 <box>229 2162 241 2173</box>
sudoku-cell[interactable] <box>132 2024 165 2057</box>
sudoku-cell[interactable] <box>231 1991 264 2024</box>
sudoku-rules: ସୁ-ଡୋ-କୁ ଏକ ଅଙ୍କ ଖେଳ । ଏଥିରେ ପ୍ରତି ଧାଡ଼ି, ସ୍ତମ୍ଭ ଓ ୩x୩ ଘରରେ ୧ରୁ ୯ ପର୍ଯ୍ୟନ୍ତ ଅଙ୍କ ଥରେ ଲେଖାଯିବ । କୌଣସି ଅଙ୍କ ଦୁଇଥର ଆସିବ ନାହିଁ । <box>6 2128 202 2188</box>
solution-cell: 6 <box>301 2217 313 2228</box>
saptahik-tail: ଏ ଗାଁ ବାଟେ ଆସିଥାନ୍ତି ନଥିଲେ ଓଡ଼ିଶାର ଏହି ଐତିହ୍ୟ ଆମେ ହରାଇଥାନ୍ତେ । ଗ୍ରାମବାସୀମାନେ ଏହି ପରମ୍ପରାକୁ ବଞ୍ଚାଇ ରଖିଛନ୍ତି । <box>1136 2004 1491 2034</box>
solution-cell: 9 <box>253 2162 265 2173</box>
solution-cell: 3 <box>313 2206 325 2217</box>
traffic-body: କଟକ ସହରର ହରିଜନପଡ଼ା ଛକ ଏକ ଗୁରୁତ୍ୱପୂର୍ଣ୍ଣ ଛକ । ଏଠାରେ ପ୍ରତିଦିନ ହଜାର ହଜାର ଯାନବାହନ ଚଳାଚଳ କରନ୍ତି । କିନ୍ତୁ ଏଠାରେ କୌଣସି ଟ୍ରାଫିକ ପୋଲିସ ନିୟୋଜିତ ନାହାନ୍ତି । ଫଳରେ ପ୍ରାୟତଃ ଯାନଜାମ ଓ ଦୁର୍ଘଟଣା ଘଟୁଛି । ସ୍କୁଲ ପିଲା ଓ ବୟସ୍କ ଲୋକମାନଙ୍କୁ ରାସ୍ତା ପାର ହେବାରେ ଭାରି ଅସୁବିଧା ହେଉଛି । ଏଣୁ ତୁରନ୍ତ ଏଠାରେ ଟ୍ରାଫିକ ସିଗନାଲ ଓ ପୋଲିସ ନିୟୋଜନ କରାଯାଉ ବୋଲି ଅନୁରୋଧ । <box>384 2066 734 2157</box>
sudoku-cell[interactable] <box>198 2024 231 2057</box>
sudoku-cell[interactable] <box>33 1925 66 1958</box>
solution-cell: 6 <box>253 2195 265 2206</box>
sudoku-cell[interactable] <box>165 1958 198 1991</box>
sudoku-cell[interactable]: 8 <box>165 1793 198 1826</box>
contact-box <box>1136 2092 1493 2332</box>
solution-cell: 7 <box>241 2151 253 2162</box>
solution-cell: 6 <box>289 2129 301 2140</box>
baba-barakoti-col3: ଆମ ସମାଜରେ ପ୍ରକୃତ ସାଧୁ ସନ୍ଥଙ୍କ ଅଭାବ ନାହିଁ । ସେମାନେ ନିଃସ୍ୱାର୍ଥ ଭାବେ ମାନବ ସେବାରେ ନିଜକୁ ନିୟୋଜିତ କରିଛନ୍ତି । କିନ୍ତୁ ଭଣ୍ଡ ବାବାମାନଙ୍କ କାରଣରୁ ସେମାନଙ୍କ ପ୍ରତି ମଧ୍ୟ ଲୋକଙ୍କ ଆସ୍ଥା କମିଯାଉଛି । ଏହା ଏକ ଦୁର୍ଭାଗ୍ୟଜନକ ପରିସ୍ଥିତି । ସରକାର ଓ ସମାଜ ମିଳିତ ଭାବେ ଏହି ସମସ୍ୟାର ସମାଧାନ ଖୋଜିବା ଦରକାର । ଆଶ୍ରମଗୁଡ଼ିକର ଆୟ ଓ ବ୍ୟୟର ହିସାବ ନିୟମିତ ଯାଞ୍ଚ କରାଯିବା ଉଚିତ । ଦାନ ଭାବେ ମିଳୁଥିବା ଅର୍ଥର ସ୍ୱଚ୍ଛ ବ୍ୟବହାର ସୁନିଶ୍ଚିତ କରାଯାଉ । ଏହା ଦ୍ୱାରା କଳାଧନର ପ୍ରବାହ ମଧ୍ୟ ରୋକାଯାଇପାରିବ । ଲୋକମାନେ ମଧ୍ୟ ସଚେତନ ହେବା ଦରକାର । କୌଣସି ବ୍ୟକ୍ତି ଚମତ୍କାର ଦେଖାଇଲେ ତାହାର ବୈଜ୍ଞାନିକ ବିଶ୍ଳେଷଣ କରିବା ଉଚିତ । ଅନ୍ଧଭାବେ ବିଶ୍ୱାସ କରିବା ଆମକୁ ବିପଦରେ ପକାଇପାରେ । ଶିକ୍ଷା ଓ ସଚେତନତା ହିଁ ଏହି ସମସ୍ୟାର ସ୍ଥାୟୀ ସମାଧାନ । ଯେଉଁଦିନ ପ୍ରତ୍ୟେକ ନାଗରିକ ଯୁକ୍ତି ଓ ବିଜ୍ଞାନକୁ ଆଧାର କରି ଚିନ୍ତା କରିବେ, ସେଦିନ ଏହି ଭଣ୍ଡ ବାବାମାନଙ୍କ ଦୋକାନ ଆପେ ଆପେ ବନ୍ଦ ହୋଇଯିବ । <box>878 1100 1120 1388</box>
ama-samasya-headline2: ଗାଁ ଦାଣ୍ଡ କଂକ୍ରିଟ କାମ ଅଧାରୁ ବନ୍ଦ <box>789 2132 1083 2156</box>
solution-cell: 9 <box>289 2173 301 2184</box>
list-item: • ବଦ୍ଧମାନ ଜିଲ୍ଲା ରାଜନୈତିକ ସମ୍ମିଳନୀରେ ବହୁ ଗୁରୁତ୍ୱପୂର୍ଣ୍ଣ ପ୍ରସ୍ତାବ ଗୃହୀତ । <box>1144 1372 1470 1401</box>
sudoku-cell[interactable] <box>132 1826 165 1859</box>
